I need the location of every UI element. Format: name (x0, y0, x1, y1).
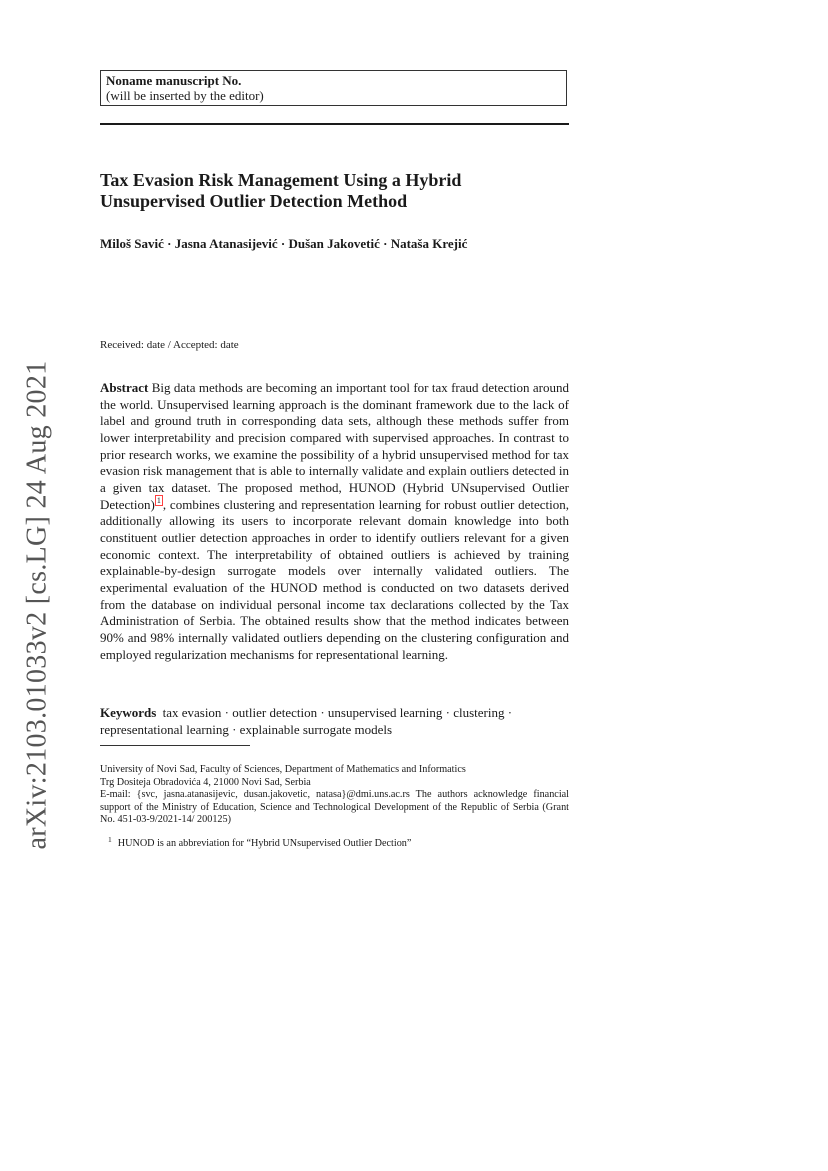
affiliation-email-ack: E-mail: {svc, jasna.atanasijevic, dusan.jakovetic, natasa}@dmi.uns.ac.rs The authors acknowledge financial support of the Ministry of Education, Science and Technological Development of the Republic of Serbia (Grant No. 451-03-9/2021-14/ 200125) (100, 789, 569, 825)
footnote-mark: 1 (108, 834, 112, 844)
footnote-text: HUNOD is an abbreviation for “Hybrid UNsupervised Outlier Dection” (117, 838, 412, 849)
footnote-reference-link[interactable]: 1 (156, 496, 161, 506)
keywords-label: Keywords (100, 705, 157, 720)
arxiv-side-identifier (20, 360, 54, 850)
abstract-text-part1: Big data methods are becoming an important tool for tax fraud detection around the world. Unsupervised learning approach is the dominant framework due to the lack of label and ground truth in corresponding data sets, although these methods suffer from lower interpretability and precision compared with supervised approaches. In contrast to prior research works, we examine the possibility of a hybrid unsupervised method for tax evasion risk management that is able to internally validate and explain outliers detected in a given tax dataset. The proposed method, HUNOD (Hybrid UNsupervised Outlier Detection) (100, 380, 570, 512)
manuscript-box-title: Noname manuscript No. (106, 73, 242, 88)
affiliation-line-2: Trg Dositeja Obradovića 4, 21000 Novi Sad, Serbia (100, 776, 311, 788)
footnote (108, 834, 568, 850)
paper-title: Tax Evasion Risk Management Using a Hybrid Unsupervised Outlier Detection Method (100, 170, 462, 211)
abstract-paragraph (100, 380, 569, 663)
paper-authors: Miloš Savić · Jasna Atanasijević · Dušan Jakovetić · Nataša Krejić (100, 236, 468, 251)
header-rule (100, 123, 569, 125)
arxiv-identifier-text: arXiv:2103.01033v2 [cs.LG] 24 Aug 2021 (21, 360, 52, 850)
keywords-text: tax evasion · outlier detection · unsupervised learning · clustering · representational learning · explainable surrogate models (100, 705, 513, 737)
manuscript-box-subtitle: (will be inserted by the editor) (106, 88, 264, 103)
manuscript-info-box (100, 70, 567, 106)
abstract-label: Abstract (100, 380, 149, 395)
affiliation-line-1: University of Novi Sad, Faculty of Sciences, Department of Mathematics and Informatics (100, 764, 466, 775)
affiliation-block (100, 764, 569, 827)
footnote-separator (100, 745, 250, 746)
keywords-paragraph (100, 705, 569, 738)
received-accepted-line: Received: date / Accepted: date (100, 339, 239, 351)
abstract-text-part2: , combines clustering and representation learning for robust outlier detection, additionally allowing its users to incorporate relevant domain knowledge into both constituent outlier detection approaches in order to identify outliers relevant for a given economic context. The interpretability of obtained outliers is achieved by training explainable-by-design surrogate models over internally validated outliers. The experimental evaluation of the HUNOD method is conducted on two datasets derived from the database on individual personal income tax declarations collected by the Tax Administration of Serbia. The obtained results show that the method indicates between 90% and 98% internally validated outliers depending on the clustering configuration and employed regularization mechanisms for representational learning. (100, 496, 569, 662)
